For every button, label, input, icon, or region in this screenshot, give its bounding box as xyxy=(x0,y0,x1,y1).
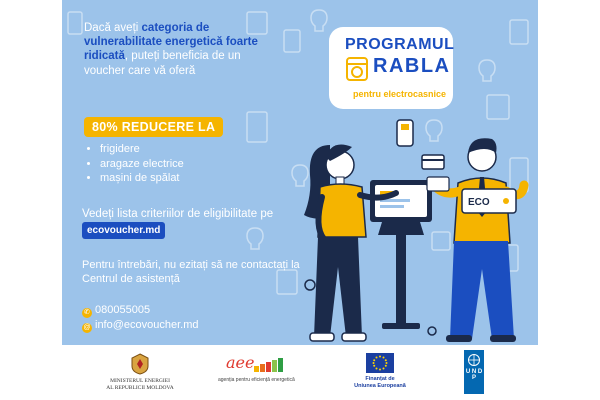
program-name: RABLA xyxy=(373,55,451,77)
undp-logo xyxy=(464,350,484,394)
washing-machine-icon xyxy=(346,57,368,81)
eu-logo-text xyxy=(345,376,415,389)
intro-part2: , puteți beneficia de un voucher care vă oferă xyxy=(84,50,241,77)
phone-number[interactable]: 080055005 xyxy=(95,304,151,316)
intro-part1: Dacă aveți xyxy=(84,22,142,34)
eco-card xyxy=(462,189,516,213)
eu-line1: Finanțat de xyxy=(365,376,395,382)
eu-line2: Uniunea Europeană xyxy=(354,382,406,389)
energy-bars-icon xyxy=(254,358,294,372)
list-item: • frigidere xyxy=(100,142,184,157)
phone-icon: ✆ xyxy=(82,308,92,318)
program-subtitle: pentru electrocasnice xyxy=(353,89,447,99)
eco-card-label: ECO xyxy=(468,197,490,208)
ministry-logo-text xyxy=(100,378,180,391)
poster xyxy=(62,0,538,345)
eu-flag-icon xyxy=(366,353,394,373)
ministry-line2: AL REPUBLICII MOLDOVA xyxy=(106,384,174,391)
program-title-box xyxy=(329,27,453,109)
contact-text: Pentru întrebări, nu ezitați să ne contactați la Centrul de asistență xyxy=(82,259,300,285)
email-line xyxy=(82,319,199,333)
phone-line xyxy=(82,304,150,318)
footer-logos xyxy=(0,345,600,400)
criteria-text xyxy=(82,207,292,239)
illustration xyxy=(282,105,532,345)
un-emblem-icon xyxy=(467,353,481,367)
kiosk-terminal xyxy=(370,180,432,329)
criteria-label: Vedeți lista criteriilor de eligibilitate pe xyxy=(82,208,274,220)
aee-logo-mark: aee xyxy=(226,353,255,372)
email-address[interactable]: info@ecovoucher.md xyxy=(95,319,199,331)
intro-highlight: categoria de vulnerabilitate energetică foarte ridicată xyxy=(84,22,258,63)
program-title: PROGRAMUL xyxy=(345,36,455,53)
card-terminal-icon xyxy=(397,120,413,146)
ministry-line1: MINISTERUL ENERGIEI xyxy=(110,378,170,384)
email-icon: @ xyxy=(83,324,91,331)
undp-letters: U N D P xyxy=(465,369,483,381)
appliance-list xyxy=(82,142,184,186)
credit-card-icon xyxy=(422,155,444,169)
intro-text xyxy=(84,21,284,78)
discount-badge: 80% REDUCERE LA xyxy=(84,117,223,137)
list-item: • aragaze electrice xyxy=(100,157,184,172)
aee-name: agenția pentru eficiență energetică xyxy=(218,377,295,383)
coat-of-arms-icon xyxy=(130,353,150,375)
list-item: • mașini de spălat xyxy=(100,171,184,186)
woman-figure xyxy=(304,145,396,341)
website-link[interactable]: ecovoucher.md xyxy=(82,222,165,239)
